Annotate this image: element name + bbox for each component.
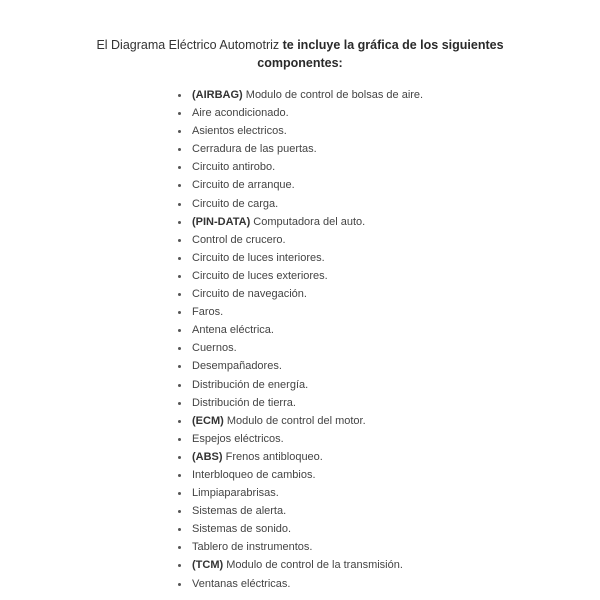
list-item: [178, 231, 423, 249]
list-item: [178, 357, 423, 375]
bullet-icon: [178, 438, 181, 441]
component-list: [178, 86, 423, 593]
list-item: [178, 321, 423, 339]
intro-bold-text-line2: componentes:: [257, 56, 343, 70]
bullet-icon: [178, 564, 181, 567]
component-description: Distribución de energía.: [192, 378, 309, 391]
component-description: Cerradura de las puertas.: [192, 143, 317, 156]
list-item: [178, 520, 423, 538]
component-description: Frenos antibloqueo.: [222, 450, 323, 463]
list-item: [178, 104, 423, 122]
list-item: [178, 538, 423, 556]
component-description: Circuito de carga.: [192, 197, 279, 210]
component-description: Aire acondicionado.: [192, 107, 289, 120]
component-description: Circuito antirobo.: [192, 161, 276, 174]
component-description: Sistemas de alerta.: [192, 505, 287, 518]
list-item: [178, 267, 423, 285]
list-item: [178, 303, 423, 321]
bullet-icon: [178, 203, 181, 206]
bullet-icon: [178, 456, 181, 459]
bullet-icon: [178, 94, 181, 97]
bullet-icon: [178, 257, 181, 260]
list-item: [178, 339, 423, 357]
list-item: [178, 158, 423, 176]
list-item: [178, 140, 423, 158]
bullet-icon: [178, 184, 181, 187]
bullet-icon: [178, 546, 181, 549]
list-item: [178, 412, 423, 430]
component-description: Faros.: [192, 306, 224, 319]
component-code: (ABS): [192, 450, 223, 463]
bullet-icon: [178, 221, 181, 224]
component-description: Circuito de arranque.: [192, 179, 295, 192]
component-description: Circuito de navegación.: [192, 288, 307, 301]
component-description: Modulo de control de bolsas de aire.: [242, 89, 424, 101]
bullet-icon: [178, 510, 181, 513]
component-description: Asientos electricos.: [192, 125, 287, 138]
bullet-icon: [178, 166, 181, 169]
list-item: [178, 176, 423, 194]
bullet-icon: [178, 402, 181, 405]
component-description: Antena eléctrica.: [192, 324, 274, 337]
component-description: Desempañadores.: [192, 360, 282, 373]
component-description: Circuito de luces interiores.: [192, 251, 325, 264]
component-description: Interbloqueo de cambios.: [192, 468, 316, 481]
component-description: Ventanas eléctricas.: [192, 577, 291, 590]
intro-plain-text: El Diagrama Eléctrico Automotriz: [96, 38, 283, 52]
component-description: Modulo de control de la transmisión.: [223, 559, 403, 572]
bullet-icon: [178, 311, 181, 314]
list-item: [178, 556, 423, 574]
component-description: Sistemas de sonido.: [192, 523, 292, 536]
list-item: [178, 466, 423, 484]
list-item: [178, 195, 423, 213]
component-description: Limpiaparabrisas.: [192, 487, 279, 500]
component-description: Control de crucero.: [192, 233, 286, 246]
list-item: [178, 285, 423, 303]
list-item: [178, 575, 423, 593]
list-item: [178, 430, 423, 448]
component-code: (AIRBAG): [192, 89, 243, 101]
component-description: Cuernos.: [192, 342, 237, 355]
intro-bold-text-line1: te incluye la gráfica de los siguientes: [282, 38, 504, 52]
list-item: [178, 448, 423, 466]
bullet-icon: [178, 528, 181, 531]
bullet-icon: [178, 365, 181, 368]
component-code: (TCM): [192, 559, 224, 572]
component-description: Circuito de luces exteriores.: [192, 269, 328, 282]
list-item: [178, 484, 423, 502]
component-code: (ECM): [192, 414, 224, 427]
bullet-icon: [178, 583, 181, 586]
bullet-icon: [178, 148, 181, 151]
list-item: [178, 213, 423, 231]
bullet-icon: [178, 420, 181, 423]
bullet-icon: [178, 293, 181, 296]
component-description: Tablero de instrumentos.: [192, 541, 313, 554]
bullet-icon: [178, 329, 181, 332]
bullet-icon: [178, 239, 181, 242]
bullet-icon: [178, 347, 181, 350]
list-item: [178, 249, 423, 267]
list-item: [178, 122, 423, 140]
component-description: Espejos eléctricos.: [192, 432, 284, 445]
component-description: Modulo de control del motor.: [223, 414, 366, 427]
component-code: (PIN-DATA): [192, 215, 251, 228]
intro-paragraph: [60, 36, 540, 72]
bullet-icon: [178, 492, 181, 495]
component-description: Computadora del auto.: [250, 215, 366, 228]
bullet-icon: [178, 384, 181, 387]
component-description: Distribución de tierra.: [192, 396, 296, 409]
list-item: [178, 502, 423, 520]
bullet-icon: [178, 474, 181, 477]
bullet-icon: [178, 112, 181, 115]
bullet-icon: [178, 130, 181, 133]
list-item: [178, 376, 423, 394]
list-item: [178, 394, 423, 412]
list-item: [178, 86, 423, 104]
bullet-icon: [178, 275, 181, 278]
